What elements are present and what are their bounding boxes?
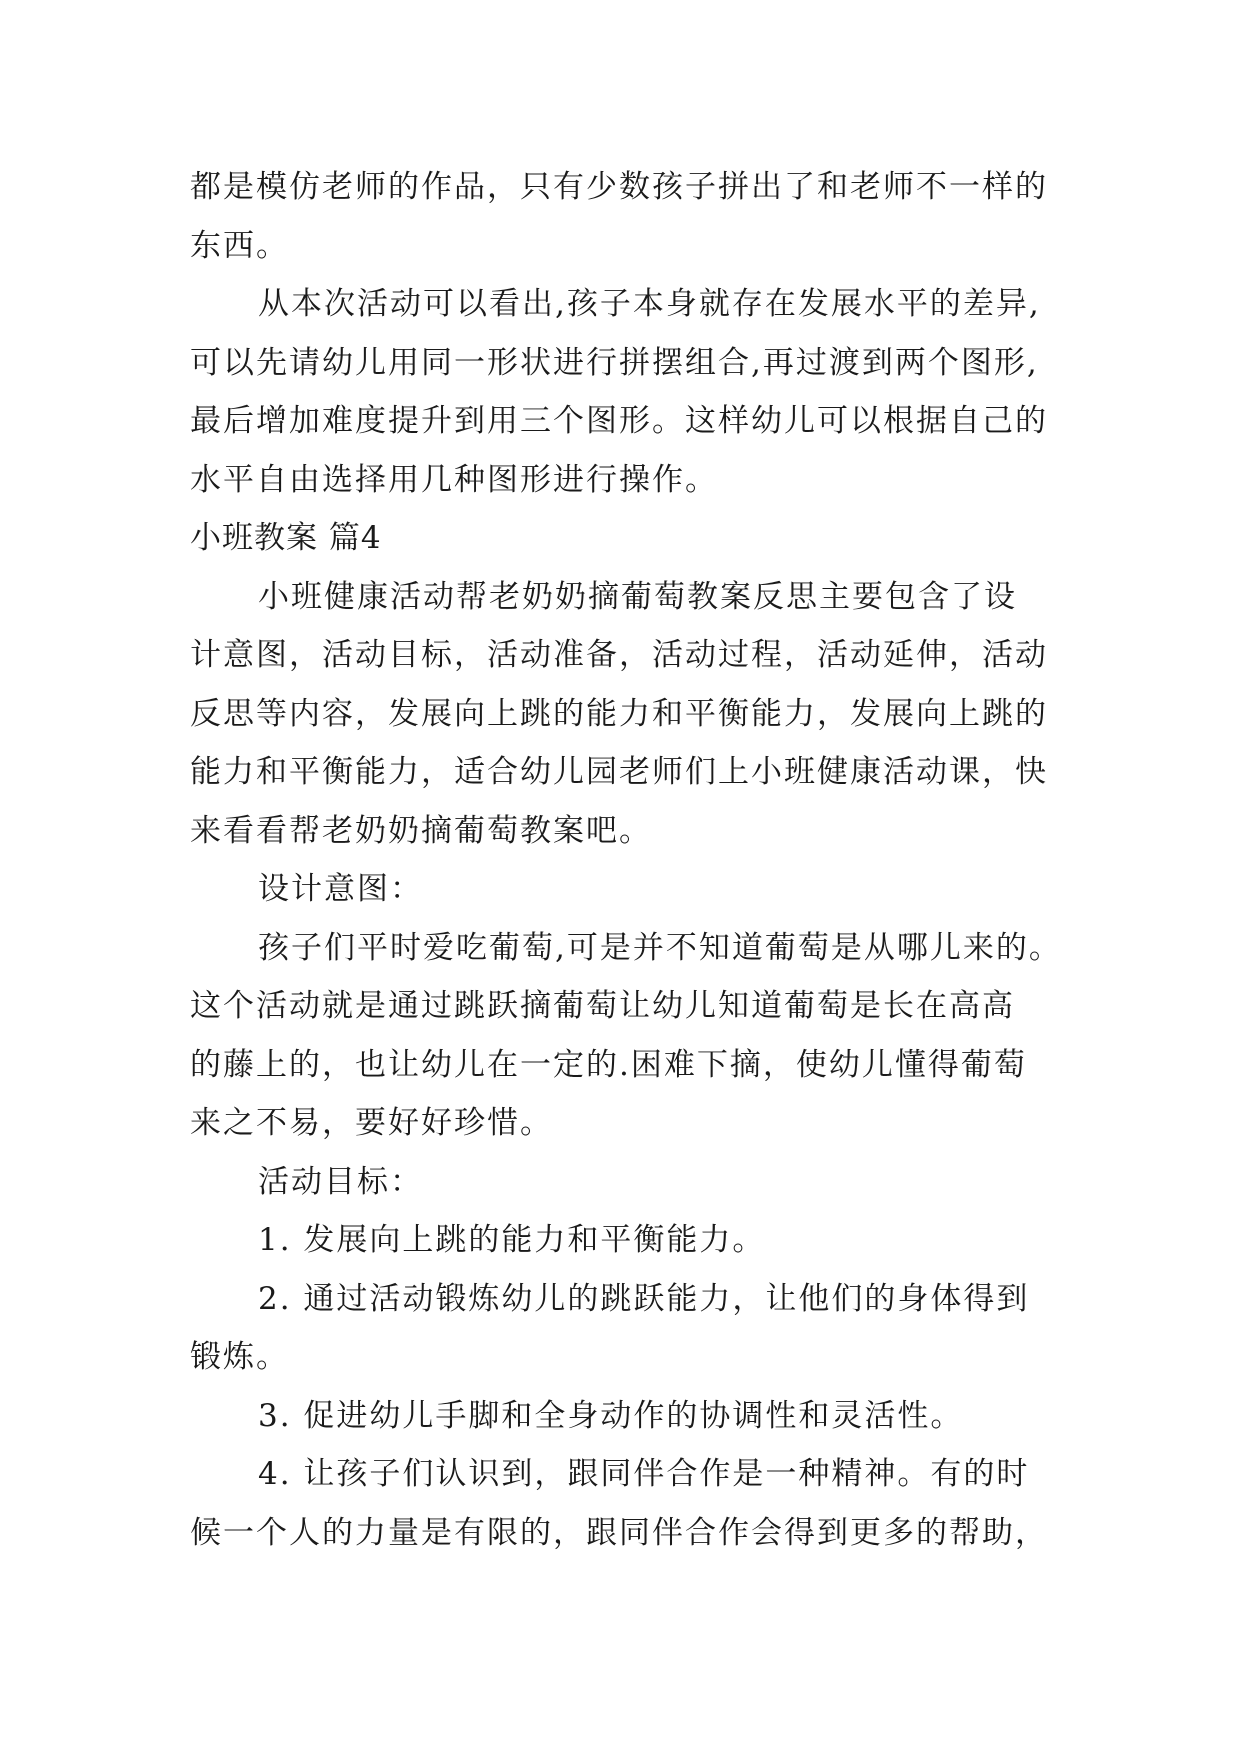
list-item: 1. 发展向上跳的能力和平衡能力。 <box>258 1222 766 1258</box>
text-line: 东西。 <box>190 227 289 264</box>
text-line: 计意图，活动目标，活动准备，活动过程，活动延伸，活动 <box>190 637 1048 673</box>
text-line: 候一个人的力量是有限的，跟同伴合作会得到更多的帮助， <box>190 1514 1048 1551</box>
list-item: 2. 通过活动锻炼幼儿的跳跃能力，让他们的身体得到 <box>258 1280 1030 1317</box>
text-line: 水平自由选择用几种图形进行操作。 <box>190 461 718 498</box>
text-line: 都是模仿老师的作品，只有少数孩子拼出了和老师不一样的 <box>190 169 1048 205</box>
text-line: 能力和平衡能力，适合幼儿园老师们上小班健康活动课，快 <box>190 754 1048 790</box>
text-line: 最后增加难度提升到用三个图形。这样幼儿可以根据自己的 <box>190 403 1048 439</box>
list-item: 4. 让孩子们认识到，跟同伴合作是一种精神。有的时 <box>258 1456 1030 1492</box>
text-line: 的藤上的，也让幼儿在一定的.困难下摘，使幼儿懂得葡萄 <box>190 1046 1027 1083</box>
document-body <box>190 158 1090 1562</box>
text-line: 这个活动就是通过跳跃摘葡萄让幼儿知道葡萄是长在高高 <box>190 988 1015 1024</box>
subheading: 活动目标： <box>258 1163 423 1200</box>
section-heading: 小班教案 篇4 <box>190 520 382 556</box>
list-item: 3. 促进幼儿手脚和全身动作的协调性和灵活性。 <box>258 1397 964 1434</box>
text-line: 孩子们平时爱吃葡萄,可是并不知道葡萄是从哪儿来的。 <box>258 929 1062 966</box>
text-line: 来看看帮老奶奶摘葡萄教案吧。 <box>190 812 652 849</box>
subheading: 设计意图： <box>258 871 423 907</box>
text-line: 可以先请幼儿用同一形状进行拼摆组合,再过渡到两个图形, <box>190 344 1039 381</box>
text-line: 从本次活动可以看出,孩子本身就存在发展水平的差异, <box>258 286 1041 322</box>
text-line: 小班健康活动帮老奶奶摘葡萄教案反思主要包含了设 <box>258 578 1017 615</box>
text-line: 反思等内容，发展向上跳的能力和平衡能力，发展向上跳的 <box>190 695 1048 732</box>
text-line: 来之不易，要好好珍惜。 <box>190 1105 553 1141</box>
text-line: 锻炼。 <box>190 1339 289 1375</box>
